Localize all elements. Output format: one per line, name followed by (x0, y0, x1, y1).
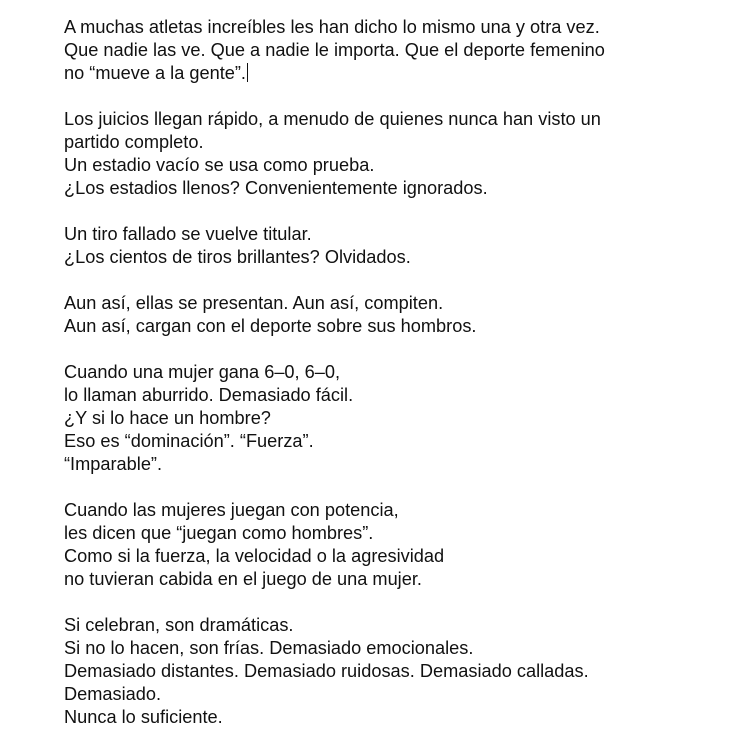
text-line: Que nadie las ve. Que a nadie le importa. Que el deporte femenino (64, 40, 605, 60)
document-body[interactable] (64, 16, 724, 729)
text-line: Cuando las mujeres juegan con potencia, (64, 500, 399, 520)
text-line: “Imparable”. (64, 454, 163, 474)
text-line: partido completo. (64, 132, 204, 152)
paragraph-2 (64, 108, 724, 200)
paragraph-3 (64, 223, 724, 269)
text-line: Aun así, cargan con el deporte sobre sus hombros. (64, 316, 477, 336)
paragraph-4 (64, 292, 724, 338)
text-line: ¿Los estadios llenos? Convenientemente ignorados. (64, 178, 488, 198)
text-line: A muchas atletas increíbles les han dicho lo mismo una y otra vez. (64, 17, 600, 37)
text-line: Un estadio vacío se usa como prueba. (64, 155, 375, 175)
paragraph-1 (64, 16, 724, 85)
text-cursor (247, 63, 248, 82)
text-line: ¿Los cientos de tiros brillantes? Olvidados. (64, 247, 411, 267)
text-line: Eso es “dominación”. “Fuerza”. (64, 431, 314, 451)
paragraph-7 (64, 614, 724, 729)
text-line: Demasiado distantes. Demasiado ruidosas. Demasiado calladas. (64, 661, 589, 681)
text-line: Los juicios llegan rápido, a menudo de quienes nunca han visto un (64, 109, 601, 129)
text-line: no “mueve a la gente”. (64, 63, 246, 83)
text-line: Demasiado. (64, 684, 162, 704)
text-line: les dicen que “juegan como hombres”. (64, 523, 374, 543)
text-line: Como si la fuerza, la velocidad o la agresividad (64, 546, 445, 566)
text-line: no tuvieran cabida en el juego de una mujer. (64, 569, 422, 589)
text-line: lo llaman aburrido. Demasiado fácil. (64, 385, 354, 405)
text-line-with-caret (64, 62, 724, 85)
text-line: Un tiro fallado se vuelve titular. (64, 224, 312, 244)
paragraph-5 (64, 361, 724, 476)
text-line: Si no lo hacen, son frías. Demasiado emocionales. (64, 638, 474, 658)
text-line: Nunca lo suficiente. (64, 707, 223, 727)
paragraph-6 (64, 499, 724, 591)
text-line: Si celebran, son dramáticas. (64, 615, 294, 635)
text-line: Aun así, ellas se presentan. Aun así, compiten. (64, 293, 444, 313)
text-line: ¿Y si lo hace un hombre? (64, 408, 271, 428)
text-line: Cuando una mujer gana 6–0, 6–0, (64, 362, 341, 382)
